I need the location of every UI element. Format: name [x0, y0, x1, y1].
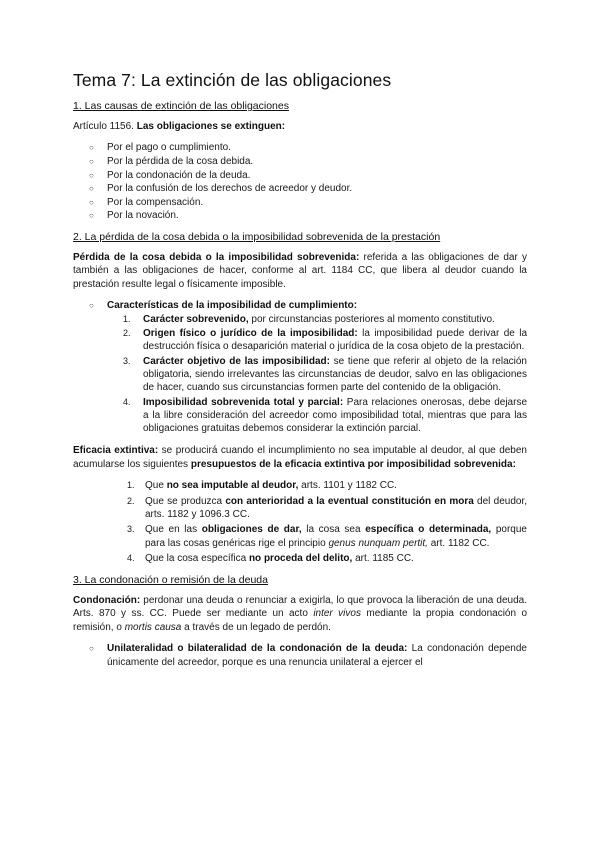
list-item — [73, 495, 527, 522]
item-text: se tiene que referir al objeto de la relación obligatoria, siendo irrelevantes las circunstancias de deudor, salvo en las obligaciones de hacer, cuando sus circunstancias formen parte del contenido de la obligación. — [143, 355, 527, 394]
unilateralidad-text: La condonación depende únicamente del acreedor, porque es una renuncia unilateral a ejercer el — [107, 642, 527, 668]
eficacia-bold: Eficacia extintiva: — [73, 445, 159, 457]
section-3-heading: 3. La condonación o remisión de la deuda — [73, 573, 268, 586]
item-bold: Origen físico o jurídico de la imposibilidad: — [143, 328, 358, 340]
list-item — [73, 299, 527, 313]
unilateralidad-list — [73, 642, 527, 669]
item-bold: no proceda del delito, — [248, 553, 353, 565]
item-text: del deudor, arts. 1182 y 1096.3 CC. — [145, 495, 528, 521]
list-item: ○ Por la compensación. — [73, 196, 527, 210]
item-bold: obligaciones de dar, — [201, 524, 302, 536]
condonacion-bold: Condonación: — [73, 594, 141, 606]
perdida-text: referida a las obligaciones de dar y también a las obligaciones de hacer, conforme al art. 1184 CC, que libera al deudor cuando la prestación resulte legal o físicamente imposible. — [73, 251, 528, 290]
list-item: ○ Por la confusión de los derechos de acreedor y deudor. — [73, 182, 527, 196]
list-item — [107, 355, 527, 395]
condonacion-italic: mortis causa — [124, 621, 182, 633]
item-text: Que se produzca — [145, 495, 226, 507]
item-text: Que la cosa específica — [145, 553, 249, 565]
list-item — [73, 523, 527, 550]
list-item: ○ Por la novación. — [73, 209, 527, 223]
item-text: la imposibilidad puede derivar de la destrucción física o desaparición material o jurídica de la cosa objeto de la prestación. — [143, 328, 528, 353]
item-bold: Carácter objetivo de las imposibilidad: — [143, 355, 330, 367]
item-number: 2. — [127, 495, 135, 506]
eficacia-text: se producirá cuando el incumplimiento no sea imputable al deudor, al que deben acumularse los siguientes — [73, 445, 527, 470]
list-item — [73, 552, 527, 565]
item-number: 1. — [127, 480, 135, 491]
item-text: Que en las — [145, 524, 202, 536]
item-text: por circunstancias posteriores al momento constitutivo. — [248, 313, 495, 325]
item-bold: específica o determinada, — [365, 524, 492, 536]
list-item — [73, 479, 527, 492]
item-bold: no sea imputable al deudor, — [166, 480, 299, 492]
presupuestos-list — [73, 479, 527, 565]
perdida-bold: Pérdida de la cosa debida o la imposibilidad sobrevenida: — [73, 251, 360, 263]
item-number: 1. — [123, 313, 131, 324]
item-text: porque para las cosas genéricas rige el principio — [145, 524, 527, 549]
list-item: ○ Por el pago o cumplimiento. — [73, 141, 527, 155]
unilateralidad-bold: Unilateralidad o bilateralidad de la condonación de la deuda: — [107, 642, 408, 654]
item-text: la cosa sea — [301, 524, 366, 536]
article-prefix: Artículo 1156. — [73, 121, 137, 132]
item-text: Que — [145, 480, 167, 492]
perdida-paragraph — [73, 251, 527, 291]
item-text: Para relaciones onerosas, debe dejarse a la libre consideración del acreedor como imposibilidad total, mientras que para las obligaciones gratuitas debemos considerar la extinción parcial. — [143, 396, 528, 435]
item-number: 3. — [127, 524, 135, 535]
list-item — [73, 642, 527, 669]
article-1156 — [73, 120, 527, 133]
section-1-heading: 1. Las causas de extinción de las obligaciones — [73, 100, 289, 112]
list-item — [107, 327, 527, 354]
condonacion-text: mediante la propia condonación o remisión, o — [73, 608, 528, 633]
eficacia-paragraph — [73, 444, 527, 471]
list-item — [107, 313, 527, 326]
item-bold: Carácter sobrevenido, — [143, 313, 249, 325]
item-text: art. 1185 CC. — [352, 553, 414, 565]
item-bold: con anterioridad a la eventual constitución en mora — [225, 495, 474, 507]
list-item — [107, 396, 527, 436]
characteristics-outer — [73, 299, 527, 313]
item-number: 4. — [123, 396, 131, 407]
item-number: 3. — [123, 355, 131, 366]
section-2-heading: 2. La pérdida de la cosa debida o la imposibilidad sobrevenida de la prestación — [73, 230, 441, 243]
item-number: 4. — [127, 553, 135, 564]
characteristics-heading: Características de la imposibilidad de cumplimiento: — [107, 300, 358, 312]
item-italic: genus nunquam pertit, — [328, 537, 428, 549]
condonacion-text: a través de un legado de perdón. — [181, 621, 331, 633]
item-text: art. 1182 CC. — [427, 537, 490, 549]
item-number: 2. — [123, 328, 131, 339]
characteristics-list — [107, 313, 527, 436]
page-title: Tema 7: La extinción de las obligaciones — [73, 70, 392, 90]
eficacia-bold-2: presupuestos de la eficacia extintiva por imposibilidad sobrevenida: — [190, 458, 516, 470]
list-item: ○ Por la condonación de la deuda. — [73, 169, 527, 183]
list-item: ○ Por la pérdida de la cosa debida. — [73, 155, 527, 169]
article-bold: Las obligaciones se extinguen: — [136, 121, 286, 132]
causes-list — [73, 141, 527, 223]
item-text: arts. 1101 y 1182 CC. — [298, 480, 397, 492]
condonacion-text: perdonar una deuda o renunciar a exigirla, lo que provoca la liberación de una deuda. Arts. 870 y ss. CC. Puede ser mediante un acto — [73, 594, 527, 620]
condonacion-italic: inter vivos — [313, 608, 361, 620]
item-bold: Imposibilidad sobrevenida total y parcial: — [143, 396, 344, 408]
condonacion-paragraph — [73, 594, 527, 634]
